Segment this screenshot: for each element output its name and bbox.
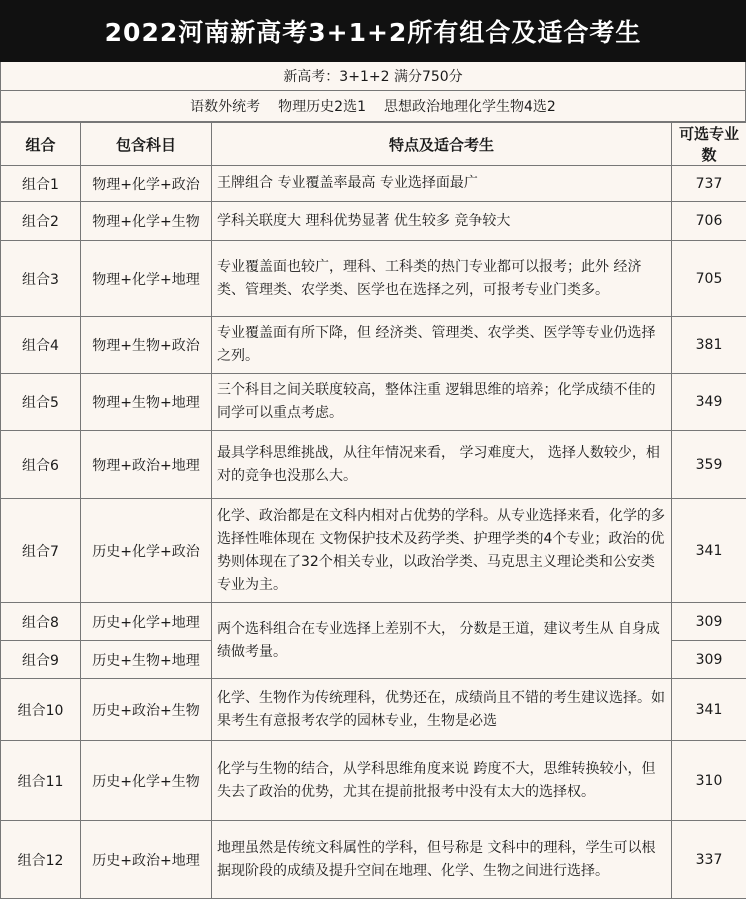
combo-cell: 组合1	[1, 166, 81, 202]
description-cell: 化学、生物作为传统理科，优势还在，成绩尚且不错的考生建议选择。如果考生有意报考农学的园林专业，生物是必选	[212, 679, 672, 741]
count-cell: 706	[672, 202, 746, 241]
subject-rules	[0, 91, 746, 122]
description-cell: 三个科目之间关联度较高，整体注重 逻辑思维的培养；化学成绩不佳的同学可以重点考虑。	[212, 374, 672, 431]
count-cell: 341	[672, 499, 746, 603]
count-cell: 381	[672, 317, 746, 374]
count-cell: 737	[672, 166, 746, 202]
table-header-row	[1, 123, 746, 166]
subjects-cell: 物理+生物+地理	[81, 374, 212, 431]
count-cell: 341	[672, 679, 746, 741]
table-row	[1, 317, 746, 374]
count-cell: 349	[672, 374, 746, 431]
combo-cell: 组合5	[1, 374, 81, 431]
description-cell: 最具学科思维挑战，从往年情况来看， 学习难度大， 选择人数较少，相对的竞争也没那么大。	[212, 431, 672, 499]
combo-cell: 组合3	[1, 241, 81, 317]
rule-core: 语数外统考	[190, 96, 260, 116]
header-subjects: 包含科目	[81, 123, 212, 166]
combo-cell: 组合4	[1, 317, 81, 374]
header-description: 特点及适合考生	[212, 123, 672, 166]
subjects-cell: 历史+化学+生物	[81, 741, 212, 821]
description-cell: 学科关联度大 理科优势显著 优生较多 竞争较大	[212, 202, 672, 241]
subjects-cell: 历史+政治+地理	[81, 821, 212, 899]
table-row	[1, 202, 746, 241]
description-cell: 专业覆盖面也较广，理科、工科类的热门专业都可以报考；此外 经济类、管理类、农学类、医学也在选择之列，可报考专业门类多。	[212, 241, 672, 317]
subjects-cell: 历史+化学+政治	[81, 499, 212, 603]
subjects-cell: 物理+生物+政治	[81, 317, 212, 374]
count-cell: 705	[672, 241, 746, 317]
description-cell: 地理虽然是传统文科属性的学科，但号称是 文科中的理科，学生可以根据现阶段的成绩及提升空间在地理、化学、生物之间进行选择。	[212, 821, 672, 899]
table-row	[1, 603, 746, 641]
combination-table	[0, 122, 746, 899]
description-cell: 化学、政治都是在文科内相对占优势的学科。从专业选择来看，化学的多选择性唯体现在 文物保护技术及药学类、护理学类的4个专业；政治的优势则体现在了32个相关专业，以政治学类、马克思主义理论类和公安类专业为主。	[212, 499, 672, 603]
count-cell: 309	[672, 641, 746, 679]
combo-cell: 组合12	[1, 821, 81, 899]
description-cell: 两个选科组合在专业选择上差别不大， 分数是王道，建议考生从 自身成绩做考量。	[212, 603, 672, 679]
subjects-cell: 物理+政治+地理	[81, 431, 212, 499]
page-title: 2022河南新高考3+1+2所有组合及适合考生	[0, 0, 746, 62]
subjects-cell: 历史+化学+地理	[81, 603, 212, 641]
header-major-count: 可选专业数	[672, 123, 746, 166]
rule-choose-one: 物理历史2选1	[278, 96, 366, 116]
subjects-cell: 物理+化学+政治	[81, 166, 212, 202]
table-row	[1, 741, 746, 821]
rule-choose-two: 思想政治地理化学生物4选2	[384, 96, 556, 116]
description-cell: 化学与生物的结合，从学科思维角度来说 跨度不大，思维转换较小，但失去了政治的优势，尤其在提前批报考中没有太大的选择权。	[212, 741, 672, 821]
description-cell: 专业覆盖面有所下降，但 经济类、管理类、农学类、医学等专业仍选择之列。	[212, 317, 672, 374]
combo-cell: 组合11	[1, 741, 81, 821]
score-subtitle: 新高考：3+1+2 满分750分	[0, 62, 746, 91]
table-row	[1, 679, 746, 741]
subjects-cell: 物理+化学+地理	[81, 241, 212, 317]
combo-cell: 组合8	[1, 603, 81, 641]
combo-cell: 组合10	[1, 679, 81, 741]
table-row	[1, 241, 746, 317]
combo-cell: 组合2	[1, 202, 81, 241]
table-row	[1, 499, 746, 603]
subjects-cell: 历史+生物+地理	[81, 641, 212, 679]
subjects-cell: 历史+政治+生物	[81, 679, 212, 741]
table-row	[1, 431, 746, 499]
combo-cell: 组合6	[1, 431, 81, 499]
count-cell: 310	[672, 741, 746, 821]
subjects-cell: 物理+化学+生物	[81, 202, 212, 241]
table-row	[1, 374, 746, 431]
header-combo: 组合	[1, 123, 81, 166]
description-cell: 王牌组合 专业覆盖率最高 专业选择面最广	[212, 166, 672, 202]
table-row	[1, 166, 746, 202]
count-cell: 309	[672, 603, 746, 641]
count-cell: 359	[672, 431, 746, 499]
table-row	[1, 821, 746, 899]
count-cell: 337	[672, 821, 746, 899]
combo-cell: 组合9	[1, 641, 81, 679]
combo-cell: 组合7	[1, 499, 81, 603]
